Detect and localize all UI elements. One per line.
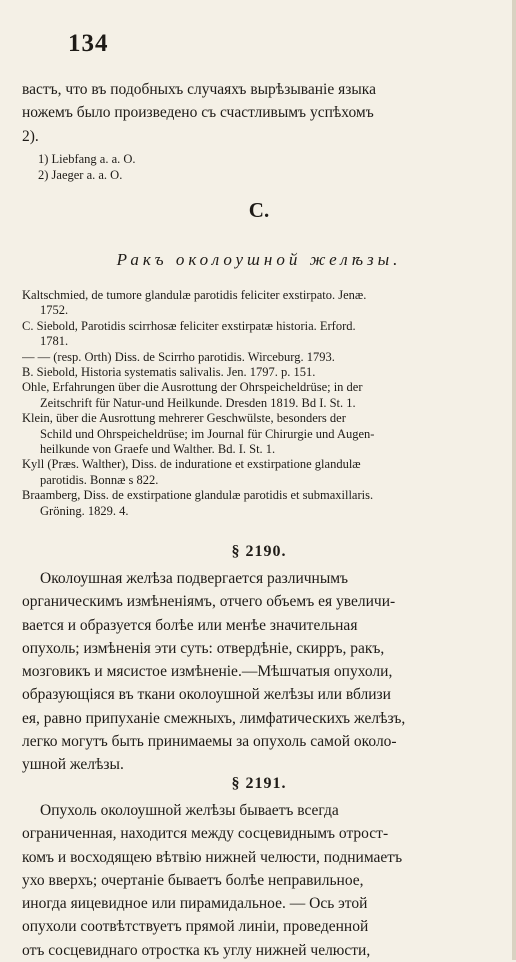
paragraph-line: вается и образуется болѣе или менѣе значительная	[22, 616, 358, 634]
footnotes	[22, 152, 512, 183]
paragraph-line: ушной желѣзы.	[22, 756, 124, 774]
bib-entry	[22, 350, 496, 365]
paragraph-line: органическимъ измѣненіямъ, отчего объемъ ея увеличи-	[22, 593, 396, 611]
bib-line: Klein, über die Ausrottung mehrerer Geschwülste, besonders der	[22, 411, 346, 426]
bib-entry	[22, 288, 496, 319]
paragraph-line: образующіяся въ ткани околоушной желѣзы или вблизи	[22, 686, 391, 704]
footnote: 1) Liebfang a. a. O.	[38, 152, 136, 166]
paragraph-line: Опухоль околоушной желѣзы бываетъ всегда	[40, 802, 339, 819]
paragraph-line: опухоль; измѣненія эти суть: отвердѣніе, скирръ, ракъ,	[22, 639, 385, 657]
paragraph-2190	[22, 567, 496, 777]
bib-line: Schild und Ohrspeicheldrüse; im Journal für Chirurgie und Augen-	[40, 426, 375, 441]
bib-line: Kyll (Præs. Walther), Diss. de induratione et exstirpatione glandulæ	[22, 457, 361, 472]
bib-entry	[22, 457, 496, 488]
bib-line: Gröning. 1829. 4.	[40, 503, 129, 518]
bib-line: — — (resp. Orth) Diss. de Scirrho parotidis. Wirceburg. 1793.	[22, 349, 335, 364]
bib-entry	[22, 365, 496, 380]
section-heading-2191: § 2191.	[231, 775, 287, 792]
bib-line: B. Siebold, Historia systematis salivalis. Jen. 1797. p. 151.	[22, 365, 316, 380]
bib-entry	[22, 411, 496, 457]
paragraph-line: легко могутъ быть принимаемы за опухоль самой около-	[22, 733, 397, 751]
bib-line: Zeitschrift für Natur-und Heilkunde. Dresden 1819. Bd I. St. 1.	[40, 395, 356, 410]
bib-entry	[22, 488, 496, 519]
paragraph-line: иногда яицевидное или пирамидальное. — Ось этой	[22, 895, 368, 913]
bibliography	[22, 288, 496, 519]
section-letter: C.	[248, 198, 270, 222]
bib-line: Kaltschmied, de tumore glandulæ parotidis feliciter exstirpato. Jenæ.	[22, 288, 367, 302]
intro-line: 2).	[22, 127, 39, 145]
paragraph-line: опухоли соотвѣтствуетъ прямой линіи, проведенной	[22, 918, 369, 936]
paragraph-line: ограниченная, находится между сосцевиднымъ отрост-	[22, 825, 389, 843]
paragraph-line: отъ сосцевиднаго отростка къ углу нижней челюсти,	[22, 941, 371, 959]
bib-entry	[22, 380, 496, 411]
section-heading-2190: § 2190.	[231, 543, 287, 560]
section-title: Ракъ околоушной желѣзы.	[116, 250, 402, 269]
paragraph-line: ухо вверхъ; очертаніе бываетъ болѣе неправильное,	[22, 871, 364, 889]
bib-line: 1781.	[40, 334, 69, 349]
paragraph-line: мозговикъ и мясистое измѣненіе.—Мѣшчатыя опухоли,	[22, 663, 393, 681]
page-number: 134	[68, 30, 109, 57]
intro-line: вастъ, что въ подобныхъ случаяхъ вырѣзываніе языка	[22, 81, 376, 98]
paragraph-line: комъ и восходящею вѣтвію нижней челюсти, поднимаетъ	[22, 848, 403, 866]
intro-paragraph	[22, 78, 496, 148]
paragraph-2191	[22, 799, 496, 962]
bib-line: Braamberg, Diss. de exstirpatione glandulæ parotidis et submaxillaris.	[22, 488, 374, 503]
bib-line: 1752.	[40, 303, 69, 318]
page-edge-shadow	[512, 0, 516, 960]
paragraph-line: ея, равно припуханіе смежныхъ, лимфатическихъ желѣзъ,	[22, 709, 406, 727]
paragraph-line: Околоушная желѣза подвергается различнымъ	[40, 570, 349, 587]
bib-line: C. Siebold, Parotidis scirrhosæ feliciter exstirpatæ historia. Erford.	[22, 318, 356, 333]
bib-entry	[22, 319, 496, 350]
intro-line: ножемъ было произведено съ счастливымъ успѣхомъ	[22, 104, 374, 122]
bib-line: Ohle, Erfahrungen über die Ausrottung der Ohrspeicheldrüse; in der	[22, 380, 363, 395]
bib-line: heilkunde von Graefe und Walther. Bd. I. St. 1.	[40, 442, 276, 457]
bib-line: parotidis. Bonnæ s 822.	[40, 472, 159, 487]
footnote: 2) Jaeger a. a. O.	[38, 167, 123, 182]
